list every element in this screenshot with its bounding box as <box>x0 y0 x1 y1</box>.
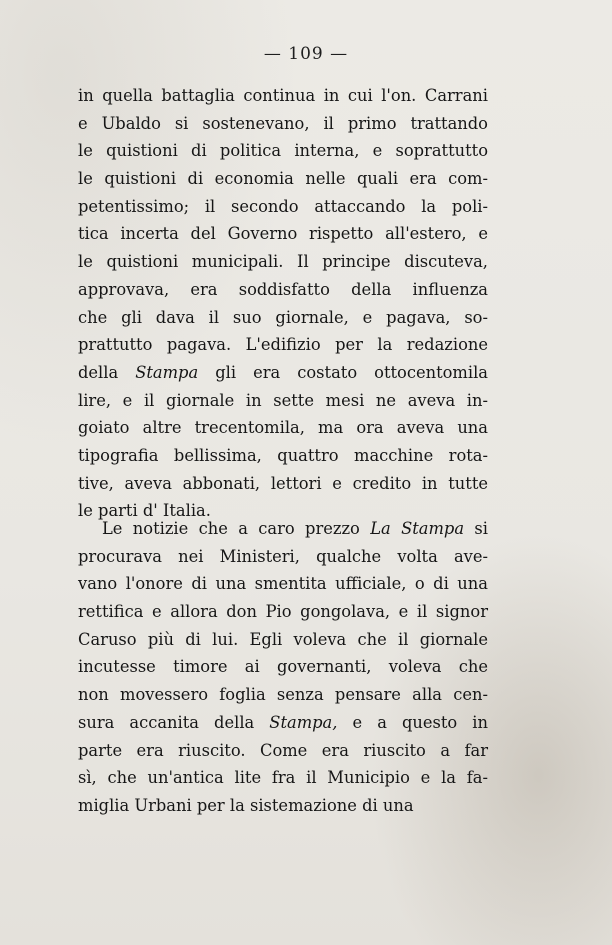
text-line: lire, e il giornale in sette mesi ne aveva in- <box>78 390 488 410</box>
text-line: petentissimo; il secondo attaccando la poli- <box>78 196 488 216</box>
text-line: tive, aveva abbonati, lettori e credito in tutte <box>78 473 488 493</box>
italic-title: Stampa <box>135 362 199 382</box>
text-line: parte era riuscito. Come era riuscito a far <box>78 740 488 760</box>
paragraph <box>78 515 488 820</box>
text-line: in quella battaglia continua in cui l'on. Carrani <box>78 86 488 105</box>
text-line <box>78 709 488 737</box>
text-line: miglia Urbani per la sistemazione di una <box>78 795 414 815</box>
text-line: le quistioni municipali. Il principe discuteva, <box>78 252 488 272</box>
italic-title: Stampa, <box>269 712 338 732</box>
text-line: Caruso più di lui. Egli voleva che il giornale <box>78 629 488 649</box>
text-line <box>78 359 488 387</box>
page-number: — 109 — <box>263 44 349 64</box>
text-run: si <box>464 519 488 538</box>
paragraph <box>78 82 488 525</box>
text-line: approvava, era soddisfatto della influenza <box>78 279 488 299</box>
text-line: incutesse timore ai governanti, voleva che <box>78 657 488 677</box>
text-line <box>78 515 488 543</box>
italic-title: La Stampa <box>370 519 465 538</box>
text-run: della <box>78 362 136 382</box>
text-line: prattutto pagava. L'edifizio per la redazione <box>78 335 488 355</box>
text-line: non movessero foglia senza pensare alla cen- <box>78 685 488 705</box>
text-line: le parti d' Italia. <box>78 501 211 521</box>
text-run: e a questo in <box>337 712 488 732</box>
text-run: gli era costato ottocentomila <box>198 362 488 382</box>
text-line: rettifica e allora don Pio gongolava, e il signor <box>78 602 488 622</box>
text-run: sura accanita della <box>78 712 270 732</box>
text-line: le quistioni di politica interna, e soprattutto <box>78 141 488 161</box>
text-line: goiato altre trecentomila, ma ora aveva una <box>78 418 488 438</box>
text-line: sì, che un'antica lite fra il Municipio e la fa- <box>78 768 488 788</box>
text-line: procurava nei Ministeri, qualche volta ave- <box>78 546 488 566</box>
text-line: tipografia bellissima, quattro macchine rota- <box>78 445 488 465</box>
text-line: che gli dava il suo giornale, e pagava, so- <box>78 307 488 327</box>
text-run: Le notizie che a caro prezzo <box>102 519 371 538</box>
text-line: e Ubaldo si sostenevano, il primo trattando <box>78 113 488 133</box>
text-line: tica incerta del Governo rispetto all'estero, e <box>78 224 488 244</box>
text-line: vano l'onore di una smentita ufficiale, o di una <box>78 574 488 594</box>
text-line: le quistioni di economia nelle quali era com- <box>78 169 488 189</box>
